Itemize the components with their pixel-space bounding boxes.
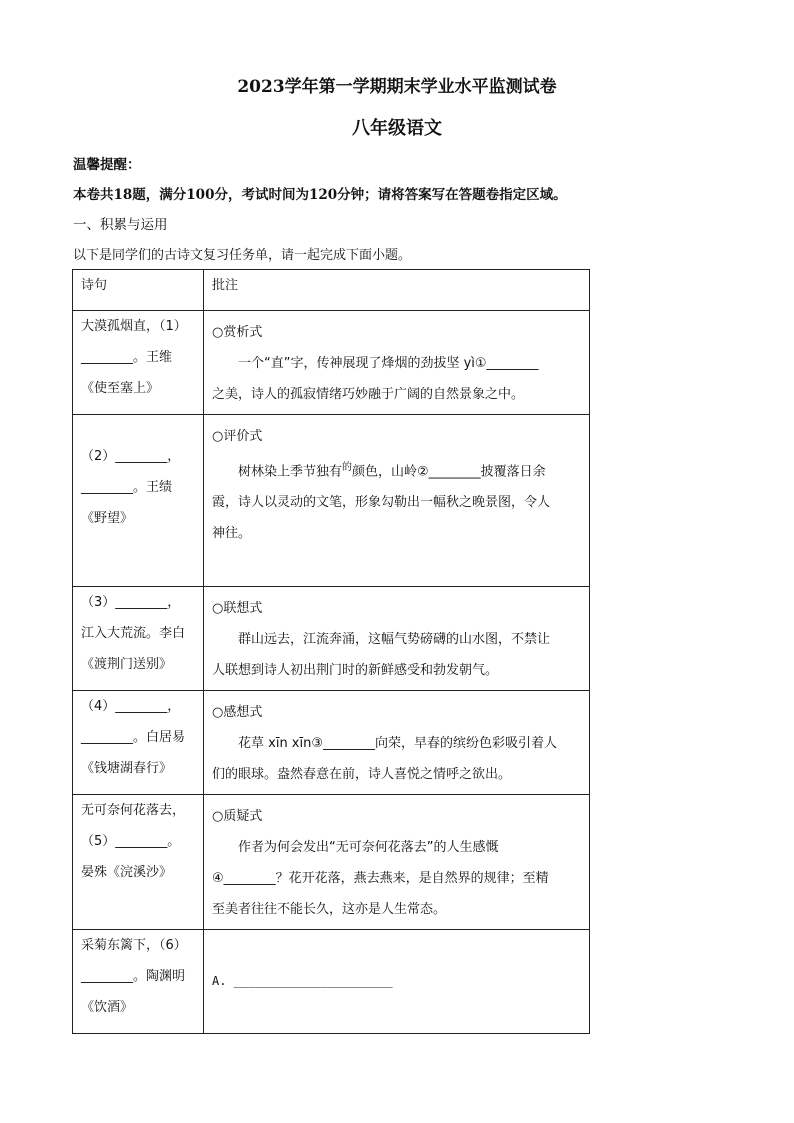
note-line: 花草 xīn xīn③________向荣，早春的缤纷色彩吸引着人 (238, 736, 558, 751)
table-row (73, 930, 590, 1034)
table-row (73, 691, 590, 795)
poem-line: 《野望》 (81, 511, 134, 526)
poem-line: 《使至塞上》 (81, 381, 160, 396)
poem-line: 《钱塘湖春行》 (81, 761, 173, 776)
note-line: 至美者往往不能长久，这亦是人生常态。 (212, 902, 447, 917)
note-line: 人联想到诗人初出荆门时的新鲜感受和勃发朝气。 (212, 663, 499, 678)
poem-line: （5）________。 (81, 834, 181, 849)
note-fragment: 树林染上季节独有 (238, 464, 343, 480)
table-row (73, 587, 590, 691)
poem-line: 《渡荆门送别》 (81, 657, 173, 672)
note-line (212, 452, 581, 487)
note-cell (204, 930, 590, 1034)
note-type-tag: ○感想式 (212, 705, 263, 720)
note-cell (204, 587, 590, 691)
page-subtitle: 八年级语文 (352, 118, 442, 139)
note-line: 神往。 (212, 526, 252, 542)
poem-line: 大漠孤烟直，（1） (81, 319, 187, 334)
note-line: 作者为何会发出“无可奈何花落去”的人生感慨 (238, 840, 499, 855)
poem-line: 无可奈何花落去， (81, 803, 186, 818)
poem-cell (73, 311, 204, 415)
poem-line: （2）________， (81, 449, 181, 464)
column-header-poem: 诗句 (73, 270, 204, 311)
note-line: 群山远去，江流奔涌，这幅气势磅礴的山水图，不禁让 (238, 632, 551, 647)
note-type-tag: ○评价式 (212, 429, 263, 444)
table-row (73, 795, 590, 930)
note-type-tag: ○质疑式 (212, 809, 263, 824)
note-cell (204, 311, 590, 415)
poem-line: 晏殊《浣溪沙》 (81, 865, 173, 880)
poem-cell (73, 795, 204, 930)
note-fragment: 颜色，山岭②________披覆落日余 (352, 464, 546, 480)
poem-line: ________。白居易 (81, 730, 186, 745)
note-cell (204, 691, 590, 795)
review-task-table (72, 269, 590, 1034)
poem-line: 江入大荒流。李白 (81, 626, 186, 641)
poem-cell (73, 691, 204, 795)
section-intro: 以下是同学们的古诗文复习任务单，请一起完成下面小题。 (73, 248, 412, 263)
poem-line: ________。陶渊明 (81, 969, 186, 984)
poem-line: ________。王绩 (81, 480, 173, 495)
note-type-tag: ○联想式 (212, 601, 263, 616)
note-superscript: 的 (342, 462, 353, 473)
page-title: 2023学年第一学期期末学业水平监测试卷 (237, 77, 557, 97)
answer-blank-a: A. ______________________ (212, 974, 393, 988)
poem-line: 《饮酒》 (81, 1000, 134, 1015)
section-heading: 一、积累与运用 (73, 217, 168, 233)
note-line: 霞，诗人以灵动的文笔，形象勾勒出一幅秋之晚景图，令人 (212, 495, 551, 511)
note-line: ④________？花开花落，燕去燕来，是自然界的规律；至精 (212, 871, 549, 886)
poem-cell (73, 587, 204, 691)
note-line: 一个“直”字，传神展现了烽烟的劲拔坚 yì①________ (238, 356, 539, 371)
table-row (73, 311, 590, 415)
poem-line: ________。王维 (81, 350, 173, 365)
poem-line: （4）________， (81, 699, 181, 714)
note-cell (204, 795, 590, 930)
poem-line: 采菊东篱下，（6） (81, 938, 187, 953)
note-line: 之美，诗人的孤寂情绪巧妙融于广阔的自然景象之中。 (212, 387, 525, 402)
poem-cell (73, 930, 204, 1034)
note-cell (204, 415, 590, 587)
notice-text: 本卷共18题，满分100分，考试时间为120分钟；请将答案写在答题卷指定区域。 (73, 187, 567, 203)
poem-cell (73, 415, 204, 587)
table-header-row (73, 270, 590, 311)
table-row (73, 415, 590, 587)
note-line: 们的眼球。盎然春意在前，诗人喜悦之情呼之欲出。 (212, 767, 512, 782)
poem-line: （3）________， (81, 595, 181, 610)
column-header-note: 批注 (204, 270, 590, 311)
notice-label: 温馨提醒： (73, 157, 141, 173)
note-type-tag: ○赏析式 (212, 325, 263, 340)
